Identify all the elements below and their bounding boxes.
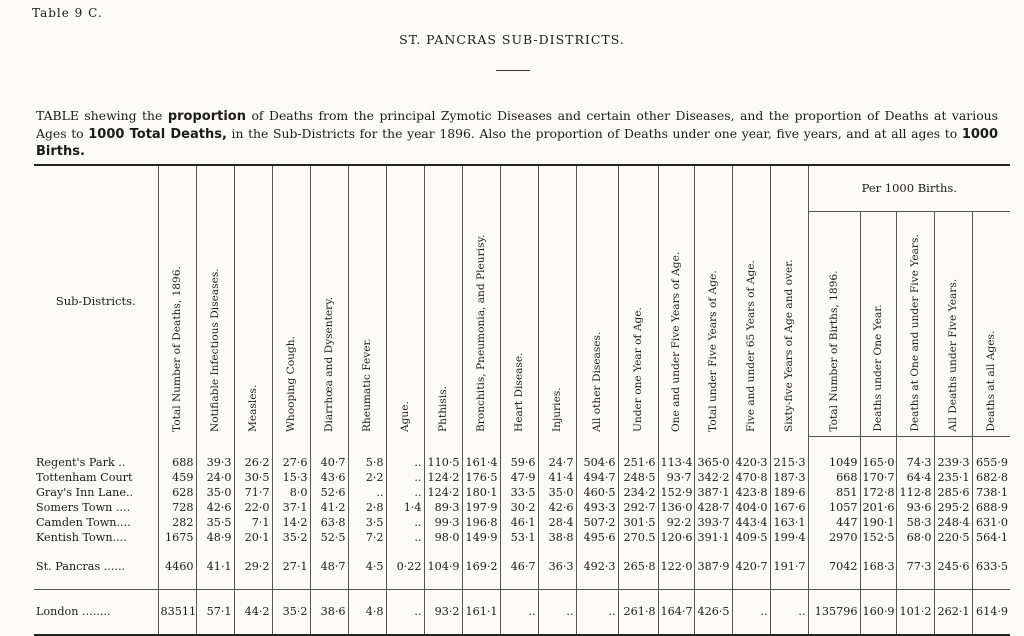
table-cell: 124·2 <box>424 470 462 485</box>
divider <box>496 70 530 71</box>
table-cell: 149·9 <box>462 530 500 545</box>
table-cell: 1675 <box>158 530 196 545</box>
row-label: Gray's Inn Lane.. <box>36 485 134 499</box>
table-cell: 26·2 <box>234 455 272 470</box>
table-cell: 44·2 <box>234 589 272 635</box>
table-cell: 52·6 <box>310 485 348 500</box>
row-label: London ........ <box>36 605 111 618</box>
table-cell: 285·6 <box>934 485 972 500</box>
col-whooping: Whooping Cough. <box>272 165 310 436</box>
table-cell: 292·7 <box>618 500 658 515</box>
table-cell: 564·1 <box>972 530 1010 545</box>
table-cell: 631·0 <box>972 515 1010 530</box>
table-cell: 251·6 <box>618 455 658 470</box>
table-cell: 152·5 <box>860 530 896 545</box>
table-cell: 89·3 <box>424 500 462 515</box>
table-cell: 48·7 <box>310 545 348 590</box>
table-cell: 64·4 <box>896 470 934 485</box>
row-label: Somers Town .... <box>36 500 131 514</box>
table-cell: 169·2 <box>462 545 500 590</box>
table-cell: 2·8 <box>348 500 386 515</box>
table-cell: 235·1 <box>934 470 972 485</box>
table-cell: 152·9 <box>658 485 694 500</box>
table-cell: 164·7 <box>658 589 694 635</box>
table-cell: 3·5 <box>348 515 386 530</box>
table-cell: 112·8 <box>896 485 934 500</box>
table-cell: 41·4 <box>538 470 576 485</box>
table-cell: 161·4 <box>462 455 500 470</box>
table-cell: 93·6 <box>896 500 934 515</box>
table-cell: 428·7 <box>694 500 732 515</box>
row-label: St. Pancras ...... <box>34 545 158 590</box>
table-cell: 27·6 <box>272 455 310 470</box>
table-cell: 15·3 <box>272 470 310 485</box>
table-cell: 180·1 <box>462 485 500 500</box>
table-cell: 851 <box>808 485 860 500</box>
col-injuries: Injuries. <box>538 165 576 436</box>
table-cell: 59·6 <box>500 455 538 470</box>
table-cell: 22·0 <box>234 500 272 515</box>
table-cell: 8·0 <box>272 485 310 500</box>
table-cell: 43·6 <box>310 470 348 485</box>
table-cell: 261·8 <box>618 589 658 635</box>
table-cell: 342·2 <box>694 470 732 485</box>
table-cell: .. <box>348 485 386 500</box>
col-deaths-under-five: All Deaths under Five Years. <box>934 211 972 436</box>
table-row <box>34 545 1010 590</box>
table-cell: 189·6 <box>770 485 808 500</box>
table-cell: 71·7 <box>234 485 272 500</box>
table-cell: 30·2 <box>500 500 538 515</box>
table-cell: 248·4 <box>934 515 972 530</box>
col-diarrhoea: Diarrhœa and Dysentery. <box>310 165 348 436</box>
table-cell: 40·7 <box>310 455 348 470</box>
col-deaths-all-ages: Deaths at all Ages. <box>972 211 1010 436</box>
table-row <box>34 485 1010 500</box>
table-row <box>34 530 1010 545</box>
row-label: Camden Town.... <box>36 515 131 529</box>
table-row <box>34 455 1010 470</box>
spacer-row <box>34 436 1010 455</box>
table-cell: 2970 <box>808 530 860 545</box>
table-cell: 35·0 <box>196 485 234 500</box>
table-cell: 4·5 <box>348 545 386 590</box>
table-cell: 0·22 <box>386 545 424 590</box>
table-cell: 104·9 <box>424 545 462 590</box>
table-row <box>34 515 1010 530</box>
table-cell: 201·6 <box>860 500 896 515</box>
table-cell: 301·5 <box>618 515 658 530</box>
table-cell: 507·2 <box>576 515 618 530</box>
table-cell: 270.5 <box>618 530 658 545</box>
table-cell: 682·8 <box>972 470 1010 485</box>
table-cell: 492·3 <box>576 545 618 590</box>
table-cell: 191·7 <box>770 545 808 590</box>
table-cell: 190·1 <box>860 515 896 530</box>
row-label: Kentish Town.... <box>36 530 127 544</box>
table-cell: 443·4 <box>732 515 770 530</box>
table-cell: 63·8 <box>310 515 348 530</box>
table-cell: 655·9 <box>972 455 1010 470</box>
table-cell: 161·1 <box>462 589 500 635</box>
col-deaths-under-one: Deaths under One Year. <box>860 211 896 436</box>
table-description: TABLE shewing the proportion of Deaths from the principal Zymotic Diseases and certain other Diseases, and the proportion of Deaths at various Ages to 1000 Total Deaths, in the Sub-Districts for the year 1896. Also the proportion of Deaths under one year, five years, and at all ages to 1000 Births. <box>36 108 999 160</box>
table-cell: 494·7 <box>576 470 618 485</box>
table-cell: 614·9 <box>972 589 1010 635</box>
table-cell: 239·3 <box>934 455 972 470</box>
table-cell: 35·2 <box>272 589 310 635</box>
table-cell: 57·1 <box>196 589 234 635</box>
table-cell: 7·2 <box>348 530 386 545</box>
table-cell: 262·1 <box>934 589 972 635</box>
table-cell: 5·8 <box>348 455 386 470</box>
table-cell: 99·3 <box>424 515 462 530</box>
table-cell: 83511 <box>158 589 196 635</box>
table-cell: 168·3 <box>860 545 896 590</box>
col-under-five: Total under Five Years of Age. <box>694 165 732 436</box>
table-cell: 53·1 <box>500 530 538 545</box>
table-cell: 167·6 <box>770 500 808 515</box>
table-cell: 29·2 <box>234 545 272 590</box>
table-cell: 24·0 <box>196 470 234 485</box>
table-cell: .. <box>386 515 424 530</box>
table-cell: .. <box>576 589 618 635</box>
table-cell: 295·2 <box>934 500 972 515</box>
table-cell: 39·3 <box>196 455 234 470</box>
table-cell: 234·2 <box>618 485 658 500</box>
table-cell: 37·1 <box>272 500 310 515</box>
table-cell: 495·6 <box>576 530 618 545</box>
col-phthisis: Phthisis. <box>424 165 462 436</box>
table-cell: 2·2 <box>348 470 386 485</box>
table-cell: 48·9 <box>196 530 234 545</box>
table-cell: 265·8 <box>618 545 658 590</box>
page-title: ST. PANCRAS SUB-DISTRICTS. <box>399 32 625 47</box>
col-under-one: Under one Year of Age. <box>618 165 658 436</box>
table-cell: 187·3 <box>770 470 808 485</box>
table-cell: 668 <box>808 470 860 485</box>
table-cell: .. <box>500 589 538 635</box>
table-cell: 470·8 <box>732 470 770 485</box>
table-cell: 30·5 <box>234 470 272 485</box>
table-cell: 93·2 <box>424 589 462 635</box>
table-cell: 27·1 <box>272 545 310 590</box>
table-cell: 1·4 <box>386 500 424 515</box>
table-cell: 41·1 <box>196 545 234 590</box>
col-five-65: Five and under 65 Years of Age. <box>732 165 770 436</box>
table-cell: 14·2 <box>272 515 310 530</box>
table-cell: 35·2 <box>272 530 310 545</box>
table-cell: 170·7 <box>860 470 896 485</box>
row-label: Regent's Park .. <box>36 455 126 469</box>
table-cell: 199·4 <box>770 530 808 545</box>
table-cell: 4·8 <box>348 589 386 635</box>
col-bronchitis: Bronchitis, Pneumonia, and Pleurisy. <box>462 165 500 436</box>
table-cell: .. <box>386 485 424 500</box>
table-cell: .. <box>732 589 770 635</box>
table-cell: 504·6 <box>576 455 618 470</box>
table-cell: .. <box>770 589 808 635</box>
table-cell: 628 <box>158 485 196 500</box>
table-label: Table 9 C. <box>32 6 103 20</box>
table-cell: .. <box>386 455 424 470</box>
table-cell: 24·7 <box>538 455 576 470</box>
table-cell: 110·5 <box>424 455 462 470</box>
table-cell: 160·9 <box>860 589 896 635</box>
table-cell: 4460 <box>158 545 196 590</box>
table-cell: 633·5 <box>972 545 1010 590</box>
table-row <box>34 470 1010 485</box>
row-label: Tottenham Court <box>36 470 133 484</box>
table-cell: 52·5 <box>310 530 348 545</box>
table-cell: .. <box>386 530 424 545</box>
table-cell: 92·2 <box>658 515 694 530</box>
table-cell: 282 <box>158 515 196 530</box>
table-cell: 165·0 <box>860 455 896 470</box>
table-cell: 42·6 <box>196 500 234 515</box>
table-cell: 120·6 <box>658 530 694 545</box>
table-cell: .. <box>386 589 424 635</box>
table-cell: 101·2 <box>896 589 934 635</box>
table-cell: 420·7 <box>732 545 770 590</box>
table-cell: 215·3 <box>770 455 808 470</box>
table-cell: 387·9 <box>694 545 732 590</box>
table-cell: 163·1 <box>770 515 808 530</box>
table-cell: 46·1 <box>500 515 538 530</box>
table-cell: 688 <box>158 455 196 470</box>
table-cell: 172·8 <box>860 485 896 500</box>
table-cell: 38·6 <box>310 589 348 635</box>
table-cell: 7042 <box>808 545 860 590</box>
mortality-table <box>34 164 1010 636</box>
table-cell: 33·5 <box>500 485 538 500</box>
table-cell: 176·5 <box>462 470 500 485</box>
table-cell: 35·5 <box>196 515 234 530</box>
col-deaths-one-five: Deaths at One and under Five Years. <box>896 211 934 436</box>
table-cell: 77·3 <box>896 545 934 590</box>
col-births: Total Number of Births, 1896. <box>808 211 860 436</box>
per-1000-births-group: Per 1000 Births. <box>808 165 1010 211</box>
table-cell: 423·8 <box>732 485 770 500</box>
table-cell: 409·5 <box>732 530 770 545</box>
table-cell: 35·0 <box>538 485 576 500</box>
table-cell: .. <box>386 470 424 485</box>
table-cell: 197·9 <box>462 500 500 515</box>
table-cell: 688·9 <box>972 500 1010 515</box>
table-cell: 391·1 <box>694 530 732 545</box>
col-ague: Ague. <box>386 165 424 436</box>
col-notifiable: Notifiable Infectious Diseases. <box>196 165 234 436</box>
table-cell: 493·3 <box>576 500 618 515</box>
table-cell: 36·3 <box>538 545 576 590</box>
table-cell: 93·7 <box>658 470 694 485</box>
col-65-over: Sixty-five Years of Age and over. <box>770 165 808 436</box>
table-cell: 459 <box>158 470 196 485</box>
table-cell: 393·7 <box>694 515 732 530</box>
table-cell: 41·2 <box>310 500 348 515</box>
table-cell: 420·3 <box>732 455 770 470</box>
col-rheumatic: Rheumatic Fever. <box>348 165 386 436</box>
table-cell: 728 <box>158 500 196 515</box>
table-cell: 426·5 <box>694 589 732 635</box>
col-one-five: One and under Five Years of Age. <box>658 165 694 436</box>
table-cell: 42·6 <box>538 500 576 515</box>
table-cell: 1057 <box>808 500 860 515</box>
col-total-deaths: Total Number of Deaths, 1896. <box>158 165 196 436</box>
table-cell: 1049 <box>808 455 860 470</box>
col-other: All other Diseases. <box>576 165 618 436</box>
table-cell: 74·3 <box>896 455 934 470</box>
col-heart: Heart Disease. <box>500 165 538 436</box>
table-cell: 7·1 <box>234 515 272 530</box>
table-row <box>34 500 1010 515</box>
table-cell: 738·1 <box>972 485 1010 500</box>
table-cell: 20·1 <box>234 530 272 545</box>
table-cell: 124·2 <box>424 485 462 500</box>
table-cell: 136·0 <box>658 500 694 515</box>
table-cell: 135796 <box>808 589 860 635</box>
table-cell: 460·5 <box>576 485 618 500</box>
table-cell: 245·6 <box>934 545 972 590</box>
table-cell: 38·8 <box>538 530 576 545</box>
table-cell: 98·0 <box>424 530 462 545</box>
table-cell: 365·0 <box>694 455 732 470</box>
table-cell: 248·5 <box>618 470 658 485</box>
table-cell: 113·4 <box>658 455 694 470</box>
table-cell: 447 <box>808 515 860 530</box>
table-cell: 47·9 <box>500 470 538 485</box>
table-cell: 122·0 <box>658 545 694 590</box>
col-measles: Measles. <box>234 165 272 436</box>
table-cell: 68·0 <box>896 530 934 545</box>
table-cell: 220·5 <box>934 530 972 545</box>
table-cell: 28·4 <box>538 515 576 530</box>
table-cell: 46·7 <box>500 545 538 590</box>
table-cell: 387·1 <box>694 485 732 500</box>
table-cell: 58·3 <box>896 515 934 530</box>
table-cell: 404·0 <box>732 500 770 515</box>
col-sub-districts: Sub-Districts. <box>55 294 136 308</box>
table-cell: 196·8 <box>462 515 500 530</box>
table-cell: .. <box>538 589 576 635</box>
